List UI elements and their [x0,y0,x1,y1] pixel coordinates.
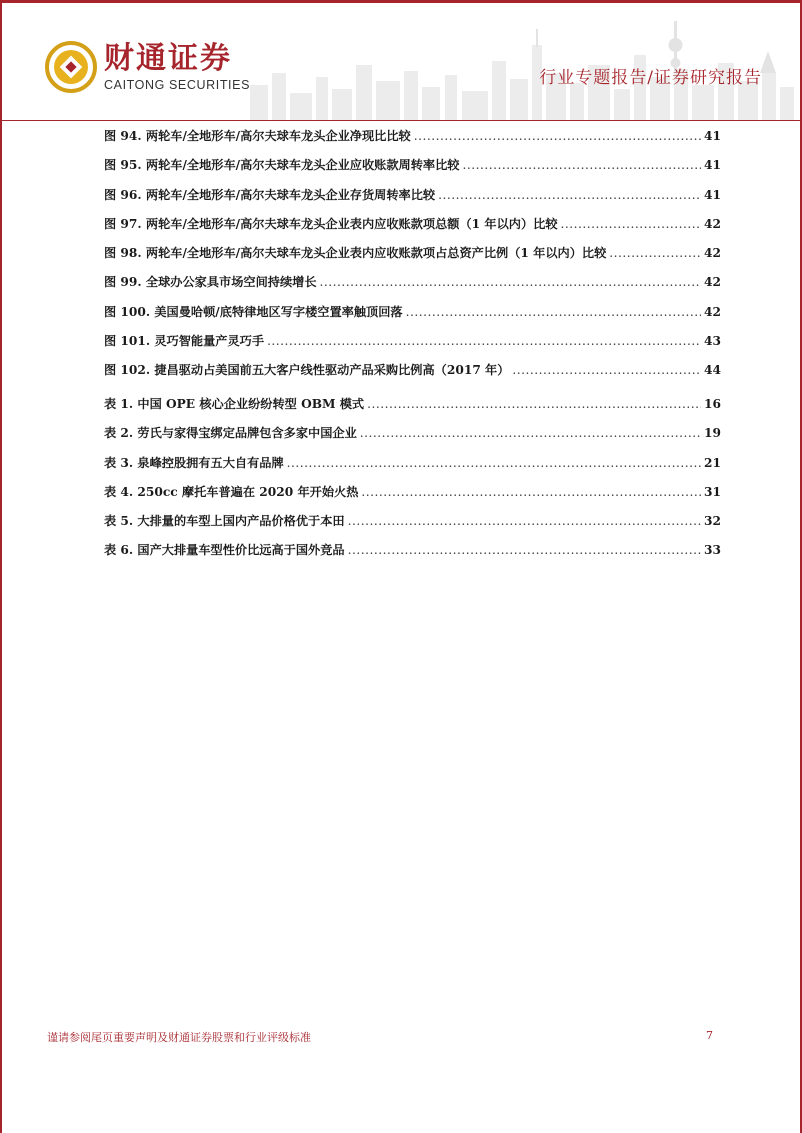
table-entry[interactable] [104,390,721,419]
figure-index-list [104,122,721,386]
figure-entry[interactable] [104,327,721,356]
table-entry[interactable] [104,507,721,536]
caitong-logo-icon [45,41,97,93]
figure-title: 两轮车/全地形车/高尔夫球车龙头企业存货周转率比较 [145,187,436,202]
figure-title: 两轮车/全地形车/高尔夫球车龙头企业净现比比较 [145,129,411,143]
dot-leader [267,327,701,356]
figure-label: 图 98. [104,246,142,261]
figure-label: 图 102. [104,363,151,378]
figure-page-number: 42 [704,216,721,231]
figure-title: 美国曼哈顿/底特律地区写字楼空置率触顶回落 [154,304,403,319]
dot-leader [438,181,701,210]
figure-page-number: 41 [704,158,721,173]
table-page-number: 32 [704,514,721,529]
table-title: 泉峰控股拥有五大自有品牌 [137,455,284,470]
table-entry[interactable] [104,449,721,478]
table-title: 劳氏与家得宝绑定品牌包含多家中国企业 [137,426,357,441]
table-index-list [104,390,721,566]
figure-label: 图 95. [104,158,142,173]
table-entry[interactable] [104,478,721,507]
figure-title: 两轮车/全地形车/高尔夫球车龙头企业应收账款周转率比较 [145,158,460,173]
figure-page-number: 44 [704,363,721,378]
dot-leader [406,298,701,327]
table-entry[interactable] [104,536,721,565]
figure-label: 图 97. [104,216,142,231]
table-label: 表 5. [104,514,134,529]
figure-page-number: 41 [704,187,721,202]
page-header [0,3,802,123]
table-label: 表 3. [104,455,134,470]
dot-leader [348,507,701,536]
table-label: 表 4. [104,484,134,499]
table-page-number: 16 [704,397,721,411]
figure-page-number: 42 [704,304,721,319]
table-title: 国产大排量车型性价比远高于国外竞品 [137,543,345,558]
report-type-label: 行业专题报告/证券研究报告 [539,68,762,88]
figure-entry[interactable] [104,181,721,210]
figure-entry[interactable] [104,122,721,151]
table-title: 250cc 摩托车普遍在 2020 年开始火热 [137,484,359,499]
dot-leader [367,390,701,419]
figure-title: 全球办公家具市场空间持续增长 [145,275,317,290]
left-border-rule [0,0,2,1133]
table-label: 表 6. [104,543,134,558]
figure-page-number: 42 [704,246,721,261]
figure-page-number: 42 [704,275,721,290]
brand-name-chinese: 财通证券 [104,41,232,76]
table-page-number: 19 [704,426,721,441]
footer-disclaimer: 谨请参阅尾页重要声明及财通证券股票和行业评级标准 [47,1031,311,1044]
dot-leader [414,122,701,151]
header-divider [0,120,802,121]
table-title: 中国 OPE 核心企业纷纷转型 OBM 模式 [137,397,365,411]
table-title: 大排量的车型上国内产品价格优于本田 [137,514,345,529]
table-page-number: 21 [704,455,721,470]
footer-page-number: 7 [706,1029,713,1042]
table-page-number: 33 [704,543,721,558]
figure-page-number: 43 [704,334,721,349]
brand-name-english: CAITONG SECURITIES [104,78,251,92]
figure-entry[interactable] [104,210,721,239]
figure-title: 两轮车/全地形车/高尔夫球车龙头企业表内应收账款项占总资产比例（1 年以内）比较 [145,246,607,261]
table-entry[interactable] [104,419,721,448]
dot-leader [360,419,701,448]
dot-leader [462,151,701,180]
figure-entry[interactable] [104,356,721,385]
figure-label: 图 101. [104,334,151,349]
figure-title: 灵巧智能量产灵巧手 [154,334,265,349]
figure-entry[interactable] [104,151,721,180]
figure-title: 捷昌驱动占美国前五大客户线性驱动产品采购比例高（2017 年） [154,363,510,378]
dot-leader [287,449,701,478]
figure-label: 图 99. [104,275,142,290]
table-page-number: 31 [704,484,721,499]
figure-label: 图 94. [104,129,142,143]
dot-leader [512,356,701,385]
dot-leader [320,268,702,297]
figure-entry[interactable] [104,268,721,297]
dot-leader [361,478,701,507]
table-label: 表 2. [104,426,134,441]
dot-leader [609,239,701,268]
dot-leader [561,210,702,239]
figure-label: 图 100. [104,304,151,319]
table-label: 表 1. [104,397,134,411]
figure-page-number: 41 [704,129,721,143]
figure-entry[interactable] [104,239,721,268]
figure-entry[interactable] [104,298,721,327]
figure-label: 图 96. [104,187,142,202]
dot-leader [348,536,701,565]
figure-title: 两轮车/全地形车/高尔夫球车龙头企业表内应收账款项总额（1 年以内）比较 [145,216,558,231]
